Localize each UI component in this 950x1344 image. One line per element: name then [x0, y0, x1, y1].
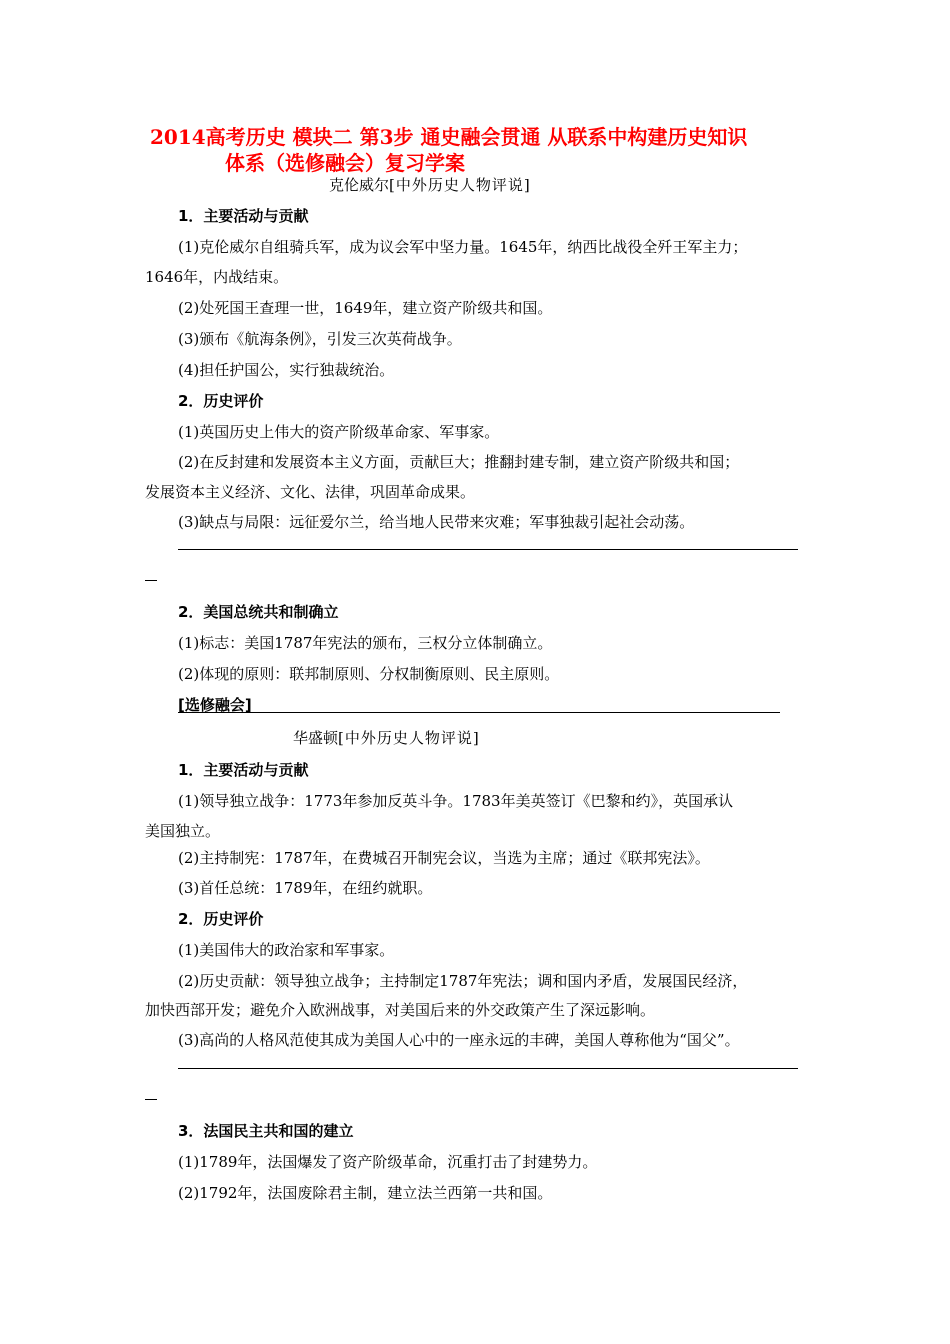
subheading: 2．历史评价: [178, 910, 264, 928]
paragraph: (1)克伦威尔自组骑兵军，成为议会军中坚力量。1645年，纳西比战役全歼王军主力；: [178, 238, 748, 256]
subheading: 2．美国总统共和制确立: [178, 603, 339, 621]
paragraph: (3)高尚的人格风范使其成为美国人心中的一座永远的丰碑，美国人尊称他为“国父”。: [178, 1031, 740, 1049]
paragraph: (1)美国伟大的政治家和军事家。: [178, 941, 395, 959]
paragraph: (2)主持制宪：1787年，在费城召开制宪会议，当选为主席；通过《联邦宪法》。: [178, 849, 710, 867]
paragraph-continuation: 发展资本主义经济、文化、法律，巩固革命成果。: [145, 483, 476, 501]
paragraph: (1)领导独立战争：1773年参加反英斗争。1783年美英签订《巴黎和约》，英国承认: [178, 792, 734, 810]
person-tag: [中外历史人物评说]: [338, 729, 480, 747]
paragraph: (2)在反封建和发展资本主义方面，贡献巨大；推翻封建专制，建立资产阶级共和国；: [178, 453, 740, 471]
paragraph: (2)处死国王查理一世，1649年，建立资产阶级共和国。: [178, 299, 553, 317]
paragraph: (1)英国历史上伟大的资产阶级革命家、军事家。: [178, 423, 500, 441]
subheading: 1．主要活动与贡献: [178, 761, 309, 779]
paragraph: (4)担任护国公，实行独裁统治。: [178, 361, 395, 379]
separator-dash: [145, 580, 157, 581]
subheading: 3．法国民主共和国的建立: [178, 1122, 354, 1140]
elective-tag: [选修融会]: [178, 696, 252, 714]
paragraph: (1)1789年，法国爆发了资产阶级革命，沉重打击了封建势力。: [178, 1153, 598, 1171]
paragraph: (2)体现的原则：联邦制原则、分权制衡原则、民主原则。: [178, 665, 560, 683]
paragraph-continuation: 美国独立。: [145, 822, 221, 840]
person-heading-cromwell: [329, 175, 531, 195]
person-name: 华盛顿: [293, 729, 339, 747]
paragraph: (3)缺点与局限：远征爱尔兰，给当地人民带来灾难；军事独裁引起社会动荡。: [178, 513, 695, 531]
paragraph-continuation: 1646年，内战结束。: [145, 268, 289, 286]
paragraph-continuation: 加快西部开发；避免介入欧洲战事，对美国后来的外交政策产生了深远影响。: [145, 1001, 656, 1019]
subheading: 2．历史评价: [178, 392, 264, 410]
separator-line: [178, 1068, 798, 1069]
paragraph: (3)颁布《航海条例》，引发三次英荷战争。: [178, 330, 462, 348]
paragraph: (1)标志：美国1787年宪法的颁布，三权分立体制确立。: [178, 634, 553, 652]
person-heading-washington: [293, 728, 480, 748]
paragraph: (2)1792年，法国废除君主制，建立法兰西第一共和国。: [178, 1184, 553, 1202]
document-title-line-1: 2014高考历史 模块二 第3步 通史融会贯通 从联系中构建历史知识: [150, 125, 748, 149]
person-tag: [中外历史人物评说]: [389, 176, 531, 194]
separator-line: [178, 549, 798, 550]
person-name: 克伦威尔: [329, 176, 390, 194]
subheading: 1．主要活动与贡献: [178, 207, 309, 225]
paragraph: (2)历史贡献：领导独立战争；主持制定1787年宪法；调和国内矛盾，发展国民经济，: [178, 972, 748, 990]
separator-line: [178, 712, 780, 713]
paragraph: (3)首任总统：1789年，在纽约就职。: [178, 879, 433, 897]
separator-dash: [145, 1099, 157, 1100]
document-title-line-2: 体系（选修融会）复习学案: [225, 151, 465, 175]
